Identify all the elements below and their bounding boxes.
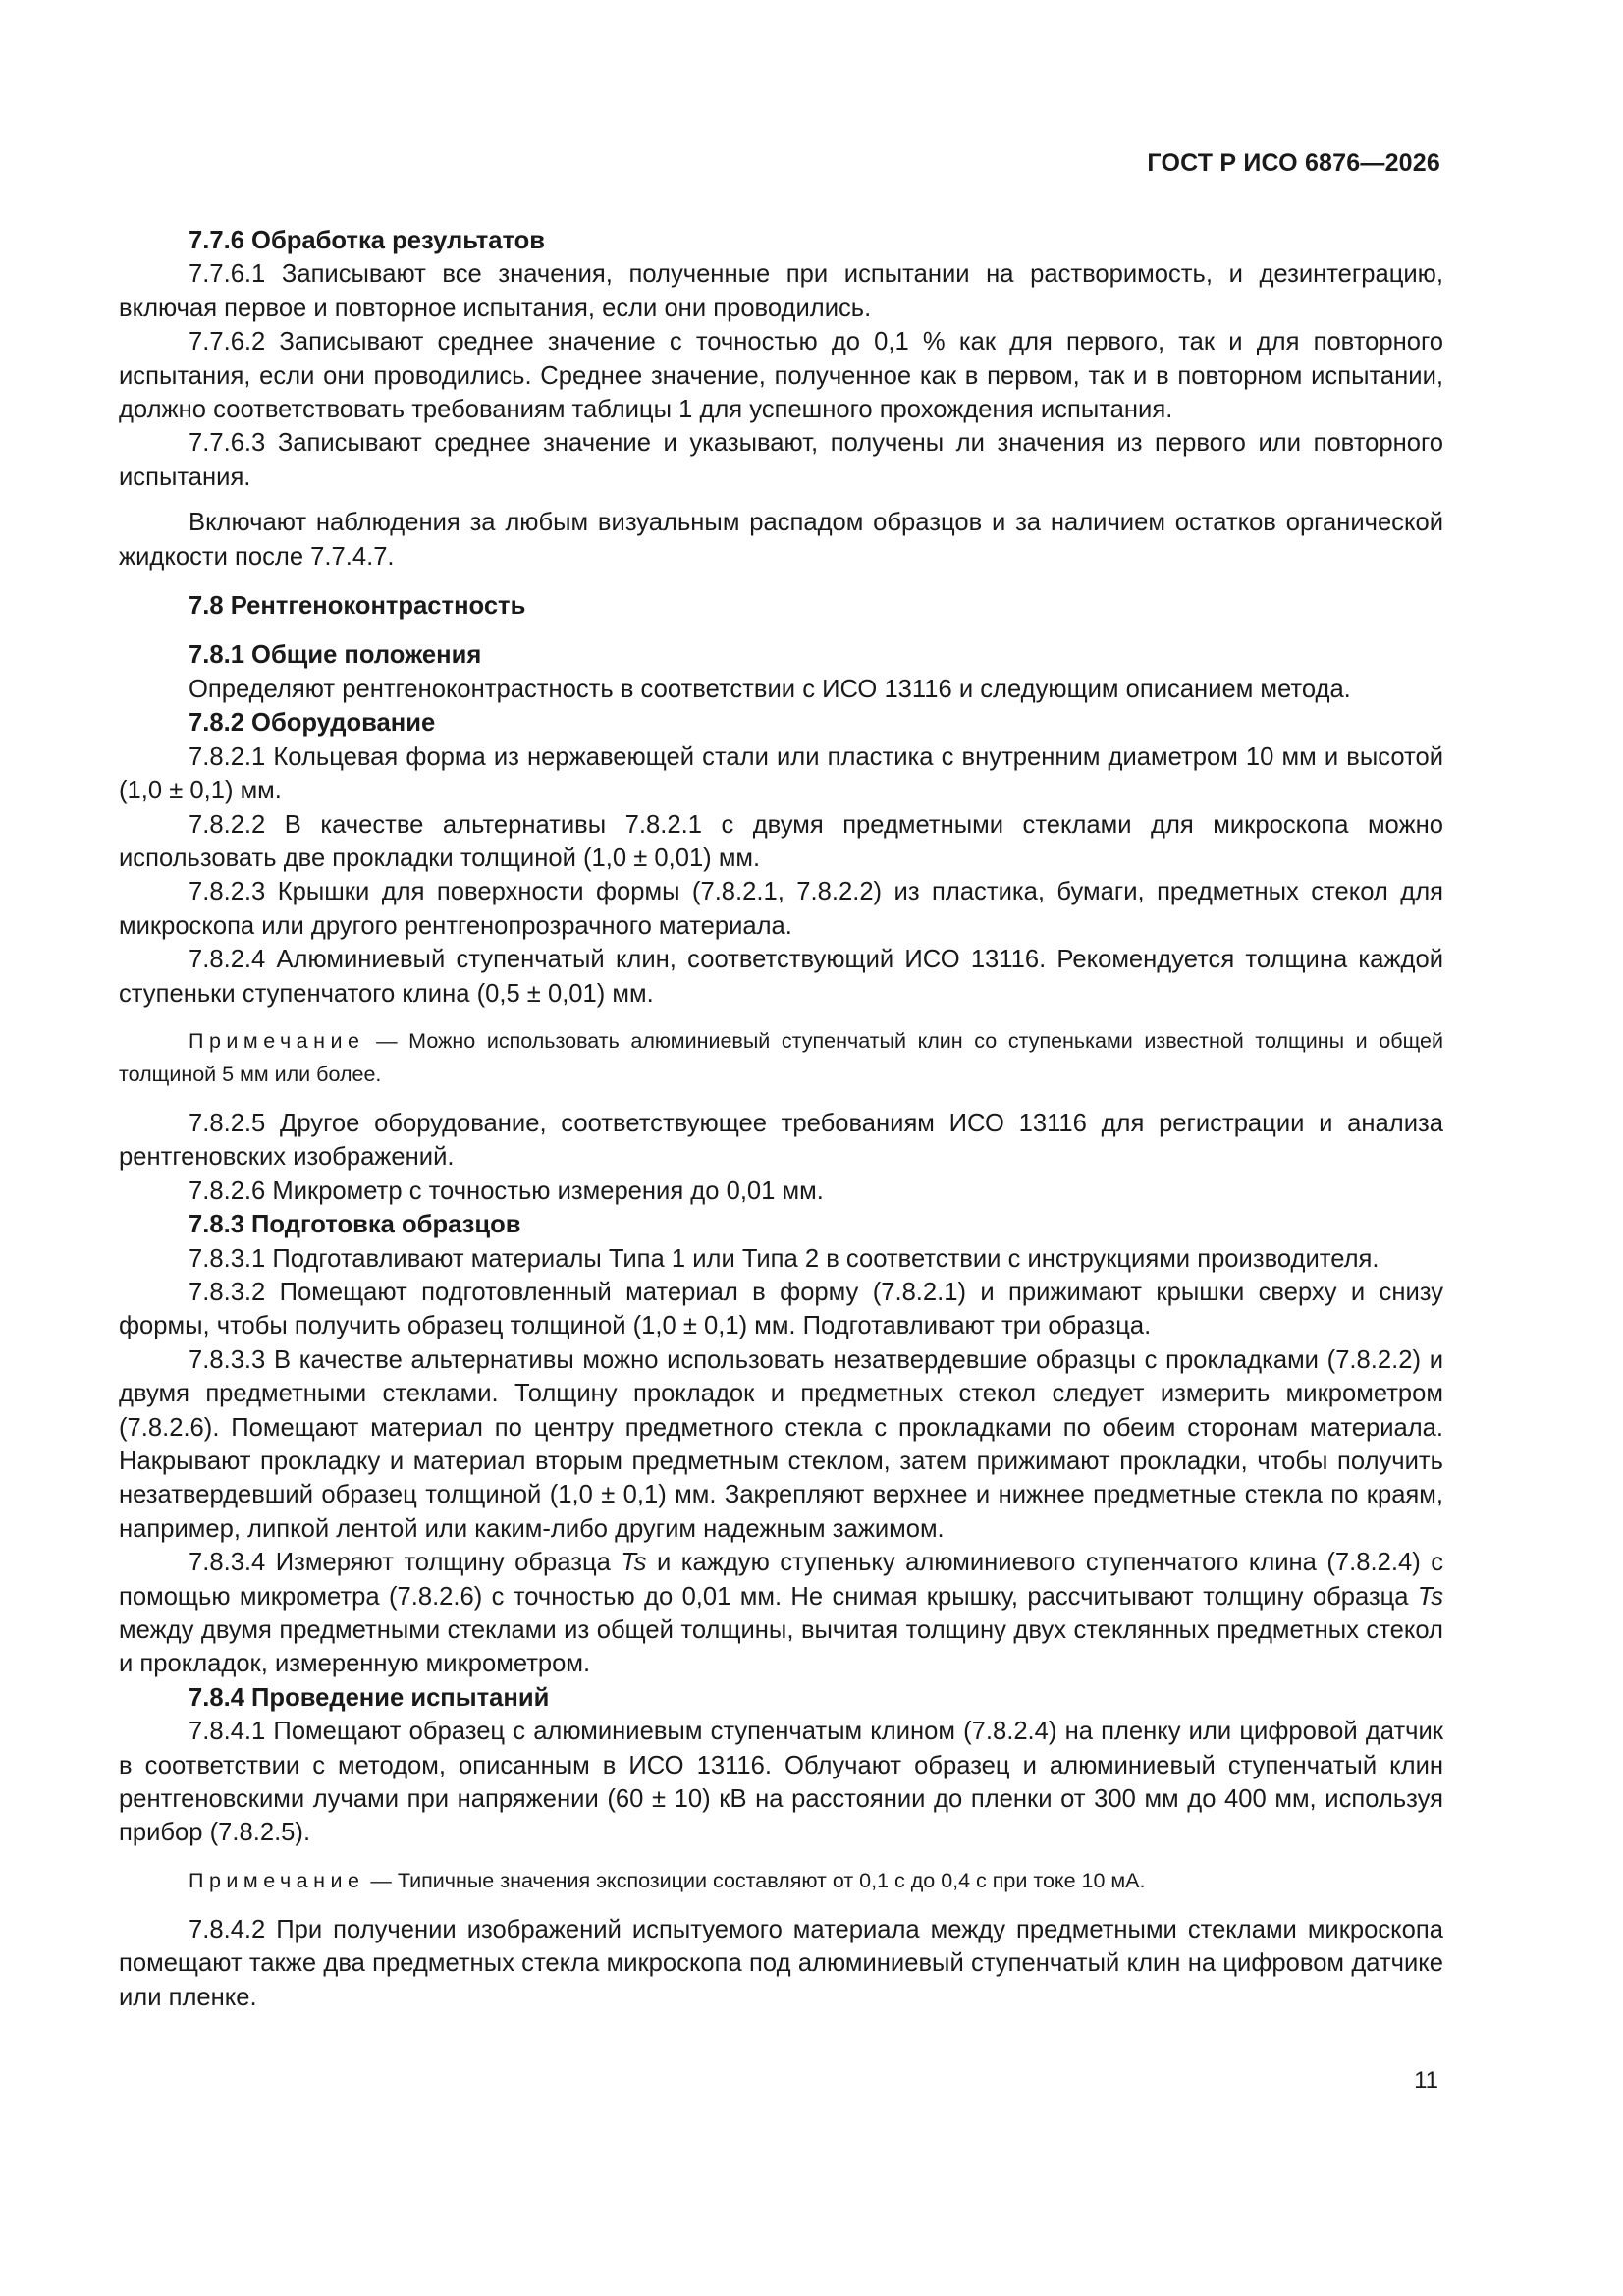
paragraph: 7.8.4.2 При получении изображений испытуемого материала между предметными стеклами микроскопа помещают также два предметных стекла микроскопа под алюминиевый ступенчатый клин на цифровом датчике или пленке. [119, 1915, 1443, 2011]
note [119, 1024, 1443, 1091]
section-heading: 7.8.3 Подготовка образцов [189, 1211, 521, 1239]
section-heading: 7.8.4 Проведение испытаний [189, 1683, 550, 1712]
section-heading: 7.8 Рентгеноконтрастность [189, 592, 526, 621]
paragraph: 7.8.3.1 Подготавливают материалы Типа 1 или Типа 2 в соответствии с инструкциями производителя. [189, 1244, 1380, 1273]
paragraph-text: 7.8.3.4 Измеряют толщину образца [189, 1549, 622, 1577]
paragraph: 7.8.2.3 Крышки для поверхности формы (7.8.2.1, 7.8.2.2) из пластика, бумаги, предметных стекол для микроскопа или другого рентгенопрозрачного материала. [119, 878, 1443, 940]
symbol-ts: Ts [1417, 1582, 1443, 1611]
paragraph: 7.8.4.1 Помещают образец с алюминиевым ступенчатым клином (7.8.2.4) на пленку или цифровой датчик в соответствии с методом, описанным в ИСО 13116. Облучают образец и алюминиевый ступенчатый клин рентгеновскими лучами при напряжении (60 ± 10) кВ на расстоянии до пленки от 300 мм до 400 мм, используя прибор (7.8.2.5). [119, 1718, 1443, 1847]
paragraph: Включают наблюдения за любым визуальным распадом образцов и за наличием остатков органической жидкости после 7.7.4.7. [119, 509, 1443, 571]
paragraph: 7.8.3.2 Помещают подготовленный материал в форму (7.8.2.1) и прижимают крышки сверху и снизу формы, чтобы получить образец толщиной (1,0 ± 0,1) мм. Подготавливают три образца. [119, 1278, 1443, 1340]
page-number: 11 [1414, 2067, 1438, 2094]
note-text: — Типичные значения экспозиции составляют от 0,1 с до 0,4 с при токе 10 мА. [364, 1868, 1146, 1892]
paragraph: 7.7.6.1 Записывают все значения, полученные при испытании на растворимость, и дезинтеграцию, включая первое и повторное испытания, если они проводились. [119, 260, 1443, 322]
paragraph: 7.8.2.6 Микрометр с точностью измерения до 0,01 мм. [189, 1176, 824, 1205]
section-heading: 7.8.2 Оборудование [189, 709, 436, 738]
paragraph: 7.8.2.4 Алюминиевый ступенчатый клин, соответствующий ИСО 13116. Рекомендуется толщина каждой ступеньки ступенчатого клина (0,5 ± 0,01) мм. [119, 946, 1443, 1008]
note [119, 1864, 1443, 1897]
paragraph-text: и каждую ступеньку алюминиевого ступенчатого клина (7.8.2.4) с помощью микрометра (7.8.2.6) с точностью до 0,01 мм. Не снимая крышку, рассчитывают толщину образца [119, 1549, 1444, 1611]
paragraph: 7.7.6.3 Записывают среднее значение и указывают, получены ли значения из первого или повторного испытания. [119, 429, 1443, 491]
section-heading: 7.8.1 Общие положения [189, 641, 482, 670]
note-label: Примечание [189, 1868, 365, 1892]
paragraph: 7.8.2.1 Кольцевая форма из нержавеющей стали или пластика с внутренним диаметром 10 мм и высотой (1,0 ± 0,1) мм. [119, 742, 1443, 805]
document-header: ГОСТ Р ИСО 6876—2026 [1147, 149, 1440, 177]
paragraph-text: между двумя предметными стеклами из общей толщины, вычитая толщину двух стеклянных предметных стекол и прокладок, измеренную микрометром. [119, 1616, 1443, 1678]
paragraph [119, 1546, 1443, 1681]
paragraph: 7.8.2.5 Другое оборудование, соответствующее требованиям ИСО 13116 для регистрации и анализа рентгеновских изображений. [119, 1109, 1443, 1172]
paragraph: 7.7.6.2 Записывают среднее значение с точностью до 0,1 % как для первого, так и для повторного испытания, если они проводились. Среднее значение, полученное как в первом, так и в повторном испытании, должно соответствовать требованиям таблицы 1 для успешного прохождения испытания. [119, 328, 1443, 424]
paragraph: 7.8.3.3 В качестве альтернативы можно использовать незатвердевшие образцы с прокладками (7.8.2.2) и двумя предметными стеклами. Толщину прокладок и предметных стекол следует измерить микрометром (7.8.2.6). Помещают материал по центру предметного стекла с прокладками по обеим сторонам материала. Накрывают прокладку и материал вторым предметным стеклом, затем прижимают прокладки, чтобы получить незатвердевший образец толщиной (1,0 ± 0,1) мм. Закрепляют верхнее и нижнее предметные стекла по краям, например, липкой лентой или каким-либо другим надежным зажимом. [119, 1345, 1443, 1543]
note-text: — Можно использовать алюминиевый ступенчатый клин со ступеньками известной толщины и общей толщиной 5 мм или более. [119, 1028, 1443, 1086]
note-label: Примечание [189, 1028, 365, 1053]
symbol-ts: Ts [621, 1549, 647, 1577]
section-heading: 7.7.6 Обработка результатов [189, 227, 546, 254]
paragraph: Определяют рентгеноконтрастность в соответствии с ИСО 13116 и следующим описанием метода. [189, 675, 1351, 703]
paragraph: 7.8.2.2 В качестве альтернативы 7.8.2.1 с двумя предметными стеклами для микроскопа можно использовать две прокладки толщиной (1,0 ± 0,01) мм. [119, 810, 1443, 872]
document-body [119, 224, 1443, 2014]
